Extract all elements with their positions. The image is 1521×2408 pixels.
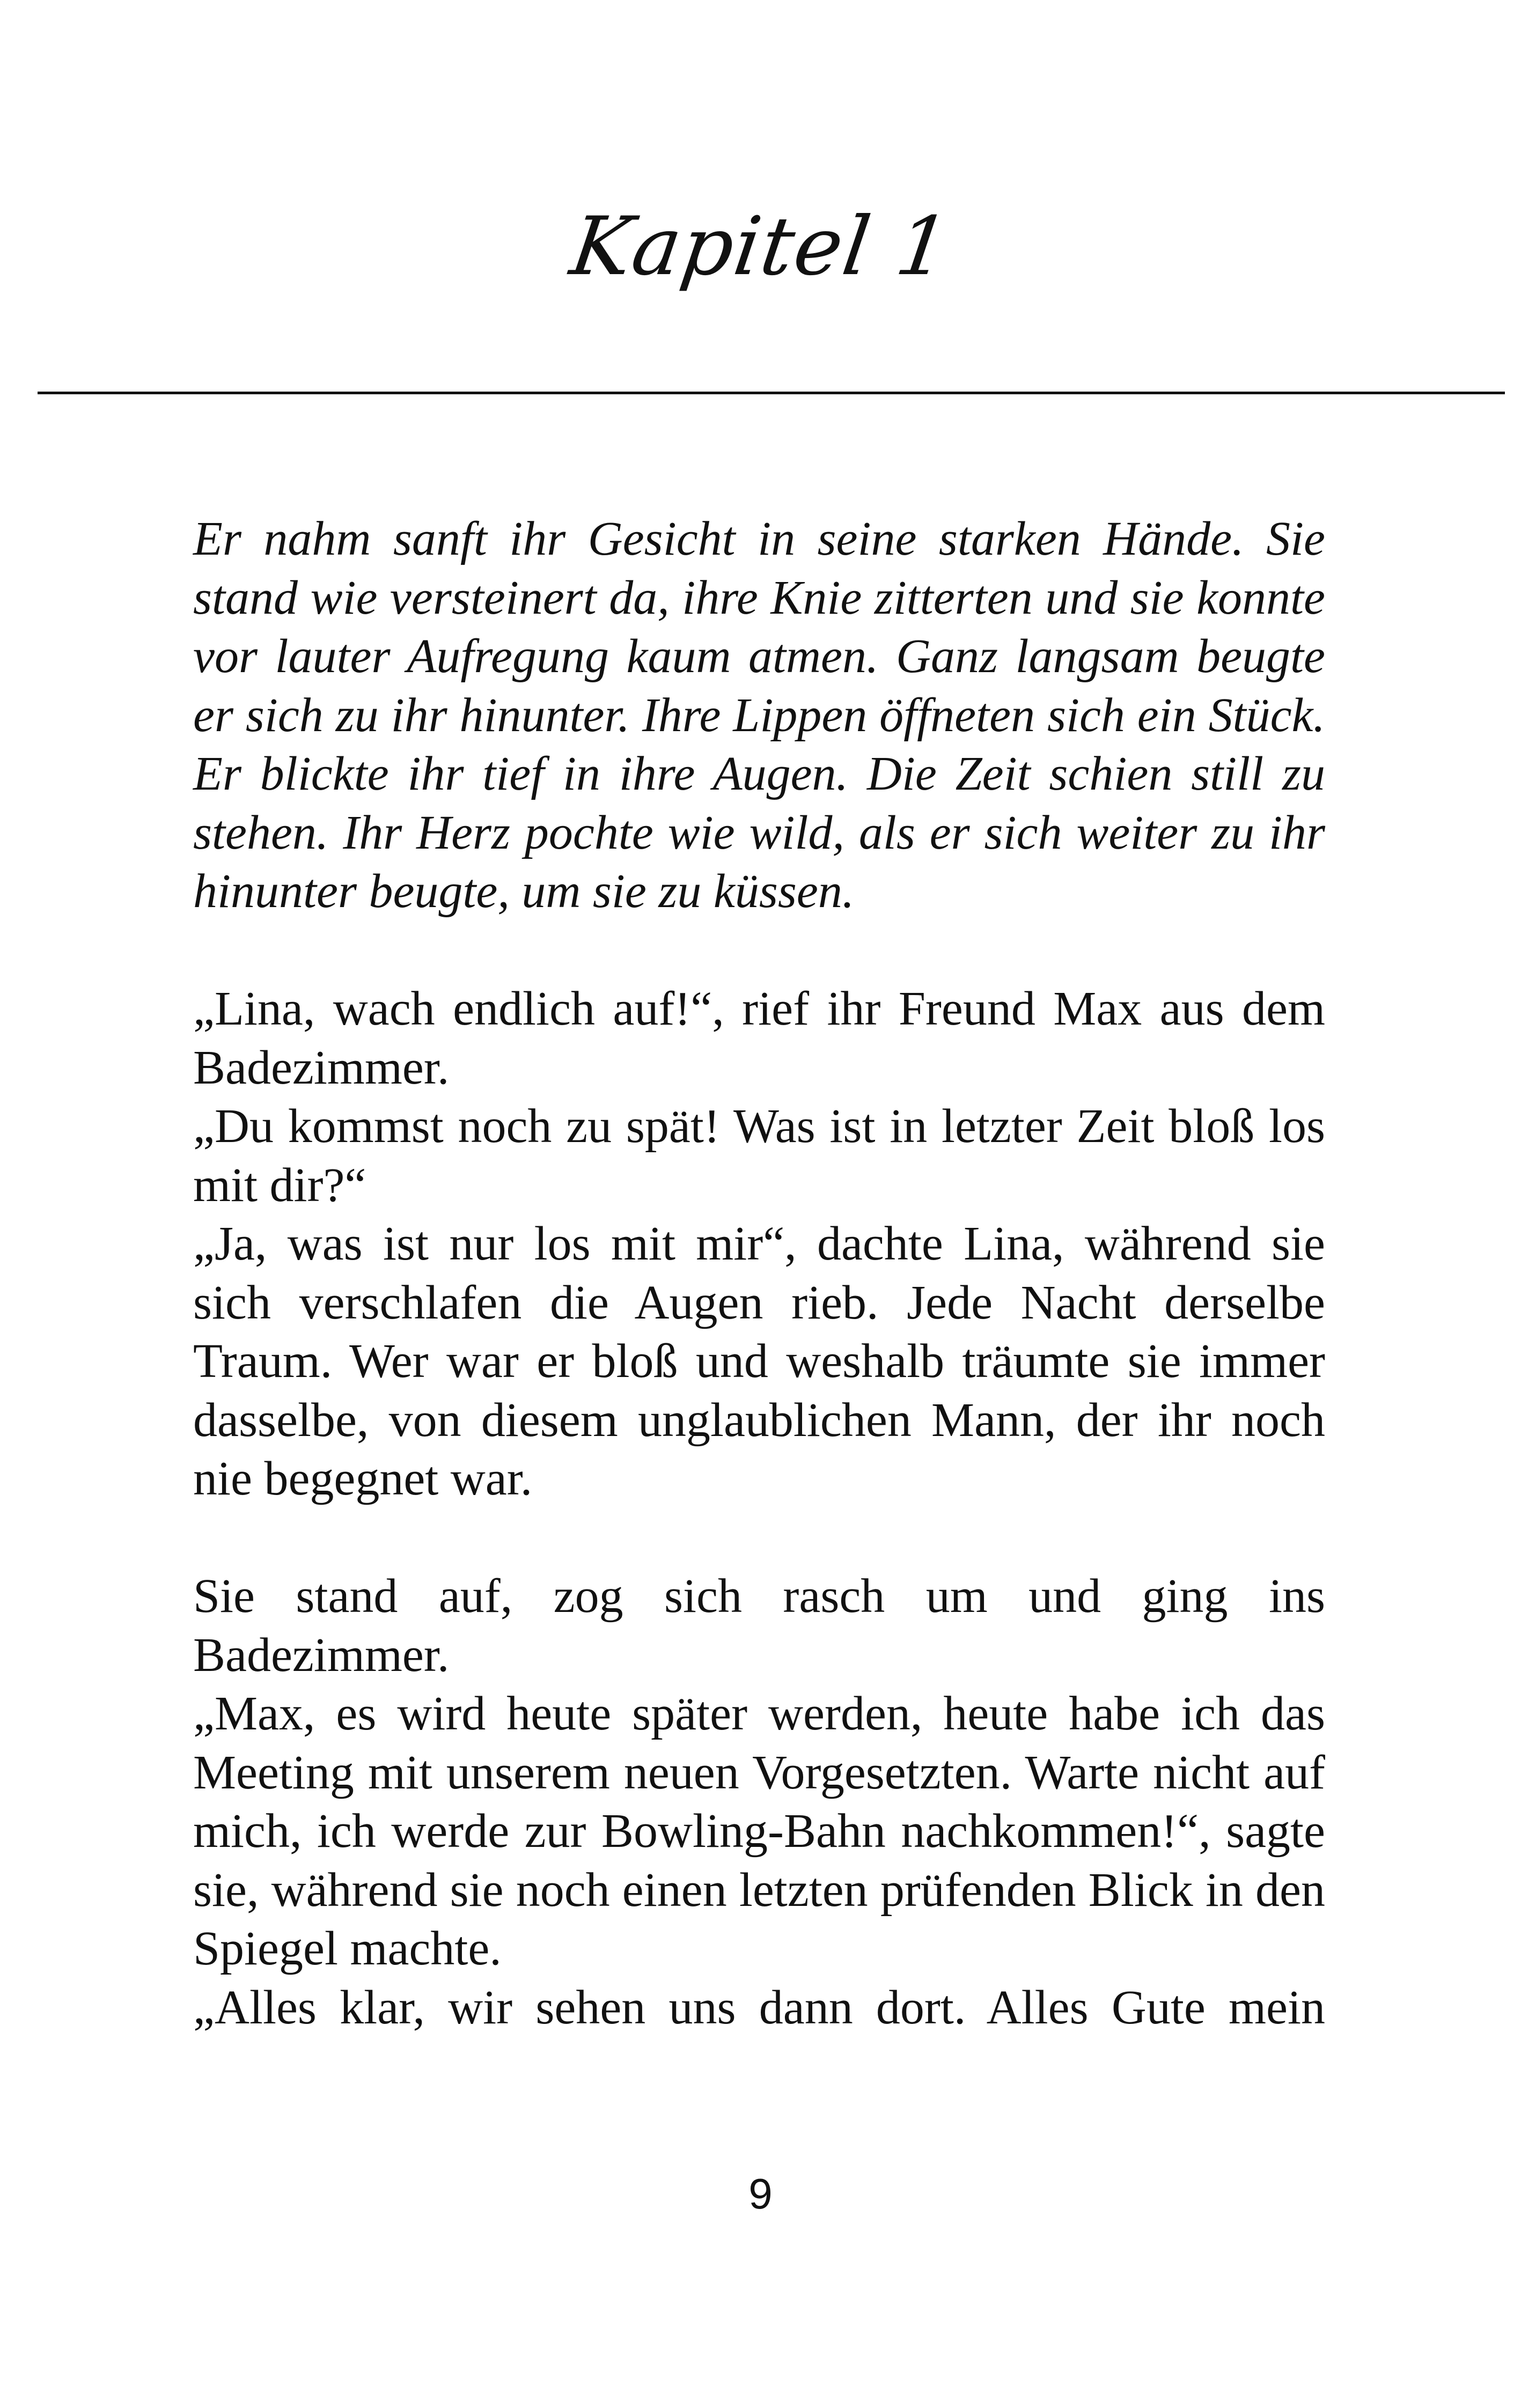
chapter-body [193,510,1325,2037]
narration-paragraph: „Ja, was ist nur los mit mir“, dachte Lina, während sie sich verschlafen die Augen rieb. Jede Nacht derselbe Traum. Wer war er bloß und weshalb träumte sie immer dasselbe, von diesem unglaublichen Mann, der ihr noch nie begegnet war. [193,1217,1325,1505]
dialogue-paragraph: „Du kommst noch zu spät! Was ist in letzter Zeit bloß los mit dir?“ [193,1100,1325,1212]
chapter-title: Kapitel 1 [565,200,956,293]
dream-paragraph: Er nahm sanft ihr Gesicht in seine starken Hände. Sie stand wie versteinert da, ihre Knie zitterten und sie konnte vor lauter Aufregung kaum atmen. Ganz langsam beugte er sich zu ihr hinunter. Ihre Lippen öffneten sich ein Stück. Er blickte ihr tief in ihre Augen. Die Zeit schien still zu stehen. Ihr Herz pochte wie wild, als er sich weiter zu ihr hinunter beugte, um sie zu küssen. [193,512,1325,918]
paragraph-gap [193,1508,1325,1567]
dialogue-paragraph: „Lina, wach endlich auf!“, rief ihr Freund Max aus dem Badezimmer. [193,982,1325,1094]
narration-paragraph: Sie stand auf, zog sich rasch um und ging ins Badezimmer. [193,1570,1325,1682]
page-number: 9 [748,2170,773,2218]
dialogue-paragraph: „Alles klar, wir sehen uns dann dort. Alles Gute mein [193,1980,1325,2034]
paragraph-gap [193,921,1325,980]
dialogue-paragraph: „Max, es wird heute später werden, heute habe ich das Meeting mit unserem neuen Vorgesetzten. Warte nicht auf mich, ich werde zur Bowling-Bahn nachkommen!“, sagte sie, während sie noch einen letzten prüfenden Blick in den Spiegel machte. [193,1687,1325,1975]
title-divider [38,392,1505,394]
